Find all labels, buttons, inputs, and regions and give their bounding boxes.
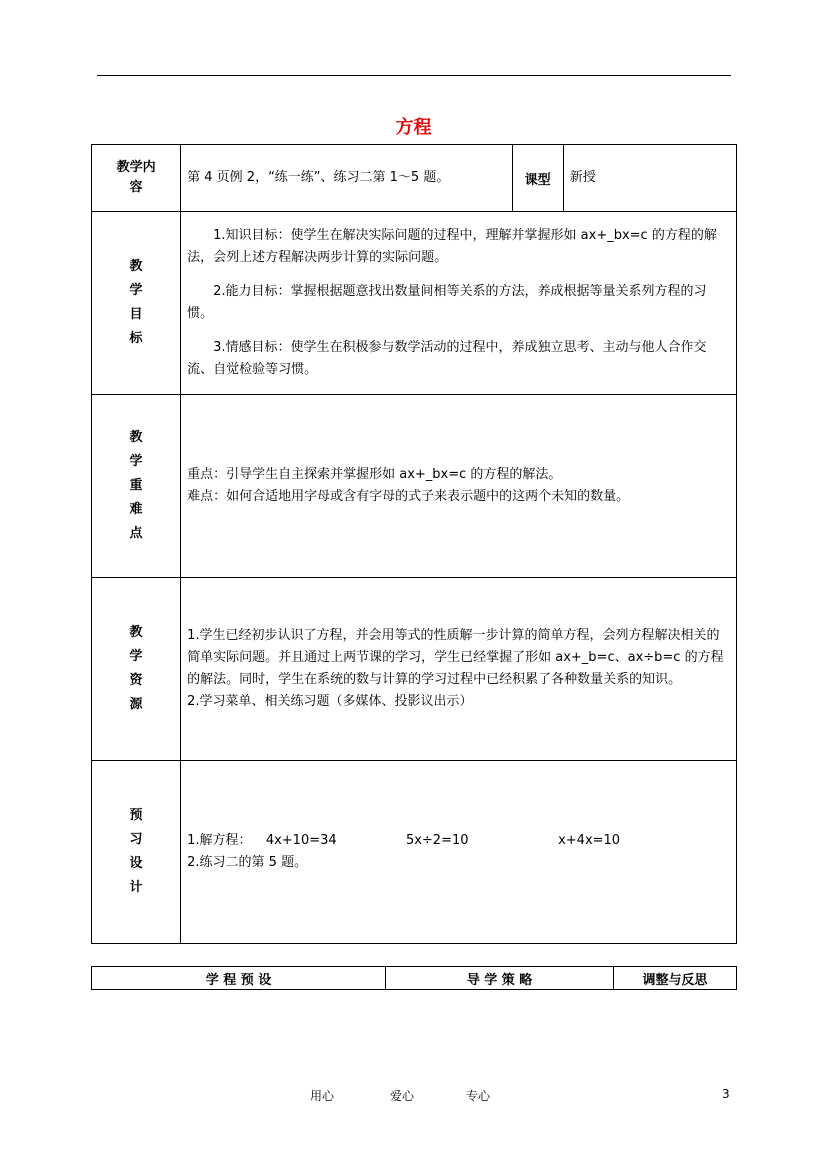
row-key-difficult-points [92, 395, 737, 578]
label-teaching-objectives: 教 学 目 标 [92, 212, 181, 395]
teaching-resources-text [181, 578, 737, 761]
label-key-difficult-points: 教 学 重 难 点 [92, 395, 181, 578]
preview-exercise-line: 2.练习二的第 5 题。 [187, 855, 308, 870]
header-rule [97, 75, 731, 76]
equation-3: x+4x=10 [558, 833, 621, 848]
equation-1: 4x+10=34 [265, 833, 337, 848]
objective-ability: 2.能力目标：掌握根据题意找出数量间相等关系的方法，养成根据等量关系列方程的习惯。 [187, 284, 707, 321]
row-teaching-resources [92, 578, 737, 761]
row-teaching-objectives [92, 212, 737, 395]
row-teaching-content [92, 145, 737, 212]
key-point: 重点：引导学生自主探索并掌握形如 ax+_bx=c 的方程的解法。 [187, 467, 562, 482]
objective-knowledge: 1.知识目标：使学生在解决实际问题的过程中，理解并掌握形如 ax+_bx=c 的方程的解法，会列上述方程解决两步计算的实际问题。 [187, 228, 717, 265]
key-difficult-points-text [181, 395, 737, 578]
col-guidance-strategy: 导 学 策 略 [386, 967, 614, 990]
label-teaching-resources: 教 学 资 源 [92, 578, 181, 761]
col-adjustment-reflection: 调整与反思 [614, 967, 737, 990]
preview-equations-line [187, 830, 730, 852]
equation-2: 5x÷2=10 [405, 833, 469, 848]
footer-motto-2: 爱心 [390, 1089, 415, 1103]
resources-paragraph-1: 1.学生已经初步认识了方程，并会用等式的性质解一步计算的简单方程，会列方程解决相关的简单实际问题。并且通过上两节课的学习，学生已经掌握了形如 ax+_b=c、ax÷b=c 的方程的解法。同时，学生在系统的数与计算的学习过程中已经积累了各种数量关系的知识。 [187, 628, 724, 687]
teaching-content-text: 第 4 页例 2，“练一练”、练习二第 1～5 题。 [181, 145, 513, 212]
preview-design-text [181, 761, 737, 944]
footer-motto-3: 专心 [466, 1089, 491, 1103]
page-title: 方程 [395, 117, 432, 138]
resources-paragraph-2: 2.学习菜单、相关练习题（多媒体、投影议出示） [187, 694, 473, 709]
equations-prefix: 1.解方程： [187, 833, 252, 848]
lesson-plan-table [91, 144, 737, 944]
lesson-type-value: 新授 [563, 145, 736, 212]
process-table [91, 966, 737, 990]
row-preview-design [92, 761, 737, 944]
footer-motto-1: 用心 [310, 1089, 335, 1103]
col-learning-process: 学 程 预 设 [92, 967, 386, 990]
page-number: 3 [722, 1087, 730, 1101]
difficult-point: 难点：如何合适地用字母或含有字母的式子来表示题中的这两个未知的数量。 [187, 489, 630, 504]
label-teaching-content: 教学内容 [92, 145, 181, 212]
process-table-header [92, 967, 737, 990]
label-preview-design: 预 习 设 计 [92, 761, 181, 944]
objective-emotion: 3.情感目标：使学生在积极参与数学活动的过程中，养成独立思考、主动与他人合作交流、自觉检验等习惯。 [187, 340, 707, 377]
lesson-type-label: 课型 [512, 145, 563, 212]
teaching-objectives-text [181, 212, 737, 395]
